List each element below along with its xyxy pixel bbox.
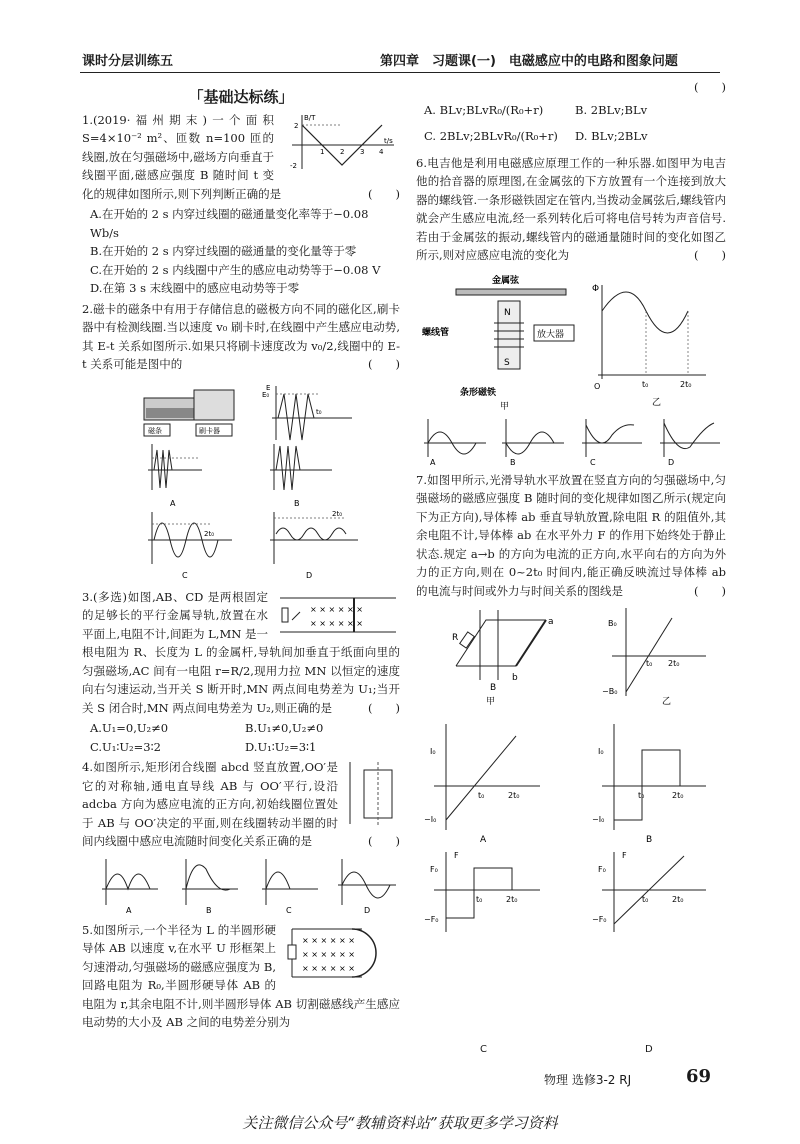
q7-option-a bbox=[424, 724, 540, 845]
svg-text:× × × × × ×: × × × × × × bbox=[302, 949, 355, 959]
q4-graph-b bbox=[182, 859, 238, 915]
q7-nB0: −B₀ bbox=[602, 687, 618, 696]
q6-option-a bbox=[424, 419, 486, 467]
q4-graph-d bbox=[338, 859, 396, 915]
question-3 bbox=[82, 588, 400, 757]
q1-tick-1: 1 bbox=[320, 147, 325, 156]
q4-label-b: B bbox=[206, 905, 212, 915]
q4-label-a: A bbox=[126, 905, 132, 915]
svg-text:× × × × × ×: × × × × × × bbox=[310, 618, 363, 628]
q7-b-nI0: −I₀ bbox=[592, 815, 605, 824]
q2-graph-b bbox=[270, 444, 332, 508]
q7-yt0: t₀ bbox=[646, 659, 653, 668]
q6-blank: ( ) bbox=[694, 248, 726, 262]
footer-note: 关注微信公众号“教辅资料站”获取更多学习资料 bbox=[242, 1114, 558, 1132]
q7-a-t2: 2t₀ bbox=[508, 791, 520, 800]
q7-d-F: F bbox=[622, 851, 627, 860]
header-rule bbox=[80, 72, 720, 73]
q7-c-F: F bbox=[454, 851, 459, 860]
q3-option-a: A.U₁=0,U₂≠0 bbox=[90, 721, 169, 735]
question-5-options bbox=[416, 78, 726, 146]
header-right: 第四章 习题课(一) 电磁感应中的电路和图象问题 bbox=[380, 54, 678, 69]
q6-jia: 甲 bbox=[500, 401, 510, 412]
q7-b-I0: I₀ bbox=[598, 747, 604, 756]
q2-c-t2: 2t₀ bbox=[204, 529, 215, 538]
q6-option-b bbox=[502, 419, 564, 467]
q4-graph-c bbox=[262, 859, 318, 915]
q6-N: N bbox=[504, 307, 511, 318]
q2-figures bbox=[82, 382, 400, 582]
q7-a-I0: I₀ bbox=[430, 747, 436, 756]
q2-graph-a bbox=[148, 444, 202, 508]
q6-option-d bbox=[660, 419, 720, 467]
left-column bbox=[82, 88, 400, 1034]
q7-d-t2: 2t₀ bbox=[672, 895, 684, 904]
svg-text:× × × × × ×: × × × × × × bbox=[310, 604, 363, 614]
q1-tick-3: 3 bbox=[360, 147, 365, 156]
q1-option-c: C.在开始的 2 s 内线圈中产生的感应电动势等于−0.08 V bbox=[90, 262, 381, 277]
q2-stem: 2.磁卡的磁条中有用于存储信息的磁极方向不同的磁化区,刷卡器中有检测线圈.当以速度 v₀ 刷卡时,在线圈中产生感应电动势,其 E-t 关系如图所示.如果只将刷卡速度改为 v₀/2,线圈中的 E-t 关系可能是图中的 bbox=[82, 301, 400, 371]
q7-a-nI0: −I₀ bbox=[424, 815, 437, 824]
svg-text:× × × × × ×: × × × × × × bbox=[302, 935, 355, 945]
q7-jia: 甲 bbox=[486, 697, 496, 707]
q6-option-c bbox=[582, 419, 642, 467]
q7-blank: ( ) bbox=[694, 583, 726, 598]
q2-label-c: C bbox=[182, 570, 188, 580]
q7-label-a: A bbox=[480, 835, 487, 845]
q6-phi: Φ bbox=[592, 283, 600, 294]
q5-options-row-2 bbox=[424, 127, 726, 146]
q1-y2: 2 bbox=[294, 121, 299, 130]
q2-ref-t0: t₀ bbox=[316, 407, 322, 416]
q2-graph-d bbox=[270, 510, 358, 580]
footer-book: 物理 选修3-2 RJ bbox=[544, 1073, 632, 1087]
q2-d-t2: 2t₀ bbox=[332, 509, 343, 518]
q3-options-row-1 bbox=[90, 719, 400, 738]
q7-a-t0: t₀ bbox=[478, 791, 485, 800]
q4-graph-a bbox=[102, 859, 158, 915]
q5-blank: ( ) bbox=[694, 80, 726, 94]
q1-yn2: -2 bbox=[290, 161, 297, 170]
q1-bt-graph bbox=[280, 111, 400, 173]
q5-frame-diagram bbox=[282, 921, 400, 983]
q7-d-F0: F₀ bbox=[598, 865, 606, 874]
svg-text:× × × × × ×: × × × × × × bbox=[302, 963, 355, 973]
q4-coil-diagram bbox=[344, 758, 400, 828]
q3-options-row-2 bbox=[90, 738, 400, 757]
q7-option-d bbox=[592, 851, 706, 932]
q6-t2: 2t₀ bbox=[680, 379, 692, 389]
q7-a: a bbox=[548, 617, 554, 627]
q3-stem: 3.(多选)如图,AB、CD 是两根固定的足够长的平行金属导轨,放置在水平面上,电阻不计,间距为 L,MN 是一根电阻为 R、长度为 L 的金属杆,导轨间加垂直于纸面向里的匀强磁场,AC 间有一电阻 r=R/2,现用力拉 MN 以恒定的速度向右匀速运动,当开关 S 断开时,MN 两点间电势差为 U₁;当开关 S 闭合时,MN 两点间电势差为 U₂,则正确的是 bbox=[82, 589, 400, 715]
question-5 bbox=[82, 921, 400, 1032]
q1-blank: ( ) bbox=[368, 186, 400, 201]
q7-stem: 7.如图甲所示,光滑导轨水平放置在竖直方向的匀强磁场中,匀强磁场的磁感应强度 B 随时间的变化规律如图乙所示(规定向下为正方向),导体棒 ab 垂直导轨放置,除电阻 R 的阻值外,其余电阻不计,导体棒 ab 在水平外力 F 的作用下始终处于静止状态.规定 a→b 的方向为电流的正方向,水平向右的方向为外力的正方向,则在 0~2t₀ 时间内,能正确反映流过导体棒 ab 的电流与时间或外力与时间关系的图线是 bbox=[416, 472, 726, 598]
q7-c-nF0: −F₀ bbox=[424, 915, 439, 924]
header-left: 课时分层训练五 bbox=[82, 54, 174, 69]
q7-option-c bbox=[424, 851, 540, 932]
q3-option-b: B.U₁≠0,U₂≠0 bbox=[245, 721, 324, 735]
q7-b-graph bbox=[602, 608, 706, 707]
q7-c-t0: t₀ bbox=[476, 895, 483, 904]
q2-graph-c bbox=[148, 512, 232, 580]
q2-label-b: B bbox=[294, 498, 300, 508]
q7-R: R bbox=[452, 633, 459, 643]
question-4 bbox=[82, 758, 400, 915]
q2-ref-E: E bbox=[266, 383, 271, 392]
q7-label-b: B bbox=[646, 835, 653, 845]
q6-string-label: 金属弦 bbox=[492, 275, 520, 286]
q6-amp-label: 放大器 bbox=[537, 329, 565, 340]
q2-strip-label: 磁条 bbox=[148, 426, 162, 435]
q2-label-d: D bbox=[306, 570, 313, 580]
q7-figures bbox=[416, 606, 726, 936]
q7-b: b bbox=[512, 673, 518, 683]
q1-tick-2: 2 bbox=[340, 147, 345, 156]
q7-yt2: 2t₀ bbox=[668, 659, 680, 668]
question-7 bbox=[416, 471, 726, 937]
q1-option-a: A.在开始的 2 s 内穿过线圈的磁通量变化率等于−0.08 Wb/s bbox=[90, 207, 369, 240]
q7-circuit-diagram bbox=[452, 610, 554, 707]
q1-stem: 1.(2019·福州期末)一个面积 S=4×10⁻² m²、匝数 n=100 匝的线圈,放在匀强磁场中,磁场方向垂直于线圈平面,磁感应强度 B 随时间 t 变化的规律如图所示,则下列判断正确的是 bbox=[82, 112, 282, 201]
q6-yi: 乙 bbox=[652, 397, 662, 408]
q7-label-c: C bbox=[480, 1044, 487, 1055]
q5-stem: 5.如图所示,一个半径为 L 的半圆形硬导体 AB 以速度 v,在水平 U 形框架上匀速滑动,匀强磁场的磁感应强度为 B,回路电阻为 R₀,半圆形硬导体 AB 的电阻为 r,其余电阻不计,则半圆形导体 AB 切割磁感线产生感应电动势的大小及 AB 之间的电势差分别为 bbox=[82, 922, 400, 1029]
q5-option-b: B. 2BLv;BLv bbox=[575, 102, 648, 117]
q7-B0: B₀ bbox=[608, 619, 617, 628]
q7-b-t0: t₀ bbox=[638, 791, 645, 800]
section-title: 「基础达标练」 bbox=[188, 88, 294, 106]
q2-ref-E0: E₀ bbox=[262, 390, 270, 399]
q3-option-c: C.U₁∶U₂=3∶2 bbox=[90, 739, 161, 754]
q6-stem: 6.电吉他是利用电磁感应原理工作的一种乐器.如图甲为电吉他的拾音器的原理图,在金属弦的下方放置有一个连接到放大器的螺线管.一条形磁铁固定在管内,当拨动金属弦后,螺线管内就会产生感应电流,经一系列转化后可将电信号转为声音信号.若由于金属弦的振动,螺线管内的磁通量随时间的变化如图乙所示,则对应感应电流的变化为 bbox=[416, 155, 726, 262]
q7-c-t2: 2t₀ bbox=[506, 895, 518, 904]
q6-label-a: A bbox=[430, 457, 436, 467]
q5-option-a: A. BLv;BLvR₀/(R₀+r) bbox=[424, 102, 544, 117]
q4-label-d: D bbox=[364, 905, 371, 915]
q6-S: S bbox=[504, 357, 510, 368]
q7-option-b bbox=[592, 724, 706, 845]
q1-xlabel: t/s bbox=[384, 136, 393, 145]
q3-option-d: D.U₁∶U₂=3∶1 bbox=[245, 739, 317, 754]
q1-tick-4: 4 bbox=[379, 147, 384, 156]
q1-option-d: D.在第 3 s 末线圈中的感应电动势等于零 bbox=[90, 281, 300, 295]
q7-d-nF0: −F₀ bbox=[592, 915, 607, 924]
q4-label-c: C bbox=[286, 905, 292, 915]
q7-b-t2: 2t₀ bbox=[672, 791, 684, 800]
q1-option-b: B.在开始的 2 s 内穿过线圈的磁通量的变化量等于零 bbox=[90, 244, 357, 258]
question-1 bbox=[82, 111, 400, 298]
q6-flux-graph bbox=[592, 284, 706, 408]
q4-blank: ( ) bbox=[368, 834, 400, 848]
q7-c-F0: F₀ bbox=[430, 865, 438, 874]
q6-O: O bbox=[594, 381, 601, 391]
q2-label-a: A bbox=[170, 498, 176, 508]
right-column bbox=[416, 78, 726, 936]
q4-option-graphs bbox=[82, 855, 400, 915]
q6-label-d: D bbox=[668, 457, 675, 467]
q6-figures bbox=[416, 271, 726, 467]
q6-label-c: C bbox=[590, 457, 596, 467]
q3-rail-diagram bbox=[274, 590, 400, 640]
question-6 bbox=[416, 154, 726, 467]
q5-option-c: C. 2BLv;2BLvR₀/(R₀+r) bbox=[424, 129, 558, 143]
q5-options-row-1 bbox=[424, 101, 726, 120]
question-2 bbox=[82, 300, 400, 582]
q4-stem: 4.如图所示,矩形闭合线圈 abcd 竖直放置,OO′是它的对称轴,通电直导线 AB 与 OO′平行,设沿 adcba 方向为感应电流的正方向,初始线圈位置处于 AB 与 OO′决定的平面,则在线圈转动半圈的时间内线圈中感应电流随时间变化关系正确的是 bbox=[82, 760, 338, 848]
q2-reader-label: 刷卡器 bbox=[199, 426, 220, 435]
q7-label-d: D bbox=[645, 1044, 653, 1055]
q6-t0: t₀ bbox=[642, 379, 649, 389]
q6-label-b: B bbox=[510, 457, 516, 467]
q6-solenoid-label: 螺线管 bbox=[422, 327, 450, 338]
q7-d-t0: t₀ bbox=[642, 895, 649, 904]
q5-option-d: D. BLv;2BLv bbox=[575, 129, 648, 143]
q1-ylabel: B/T bbox=[304, 113, 316, 122]
q6-magnet-label: 条形磁铁 bbox=[460, 387, 497, 398]
q2-blank: ( ) bbox=[368, 357, 400, 371]
page-number: 69 bbox=[686, 1066, 712, 1087]
q7-yi: 乙 bbox=[662, 697, 672, 707]
q3-blank: ( ) bbox=[368, 700, 400, 715]
q7-Bdir: B bbox=[490, 683, 497, 693]
q6-guitar-diagram bbox=[422, 274, 574, 412]
